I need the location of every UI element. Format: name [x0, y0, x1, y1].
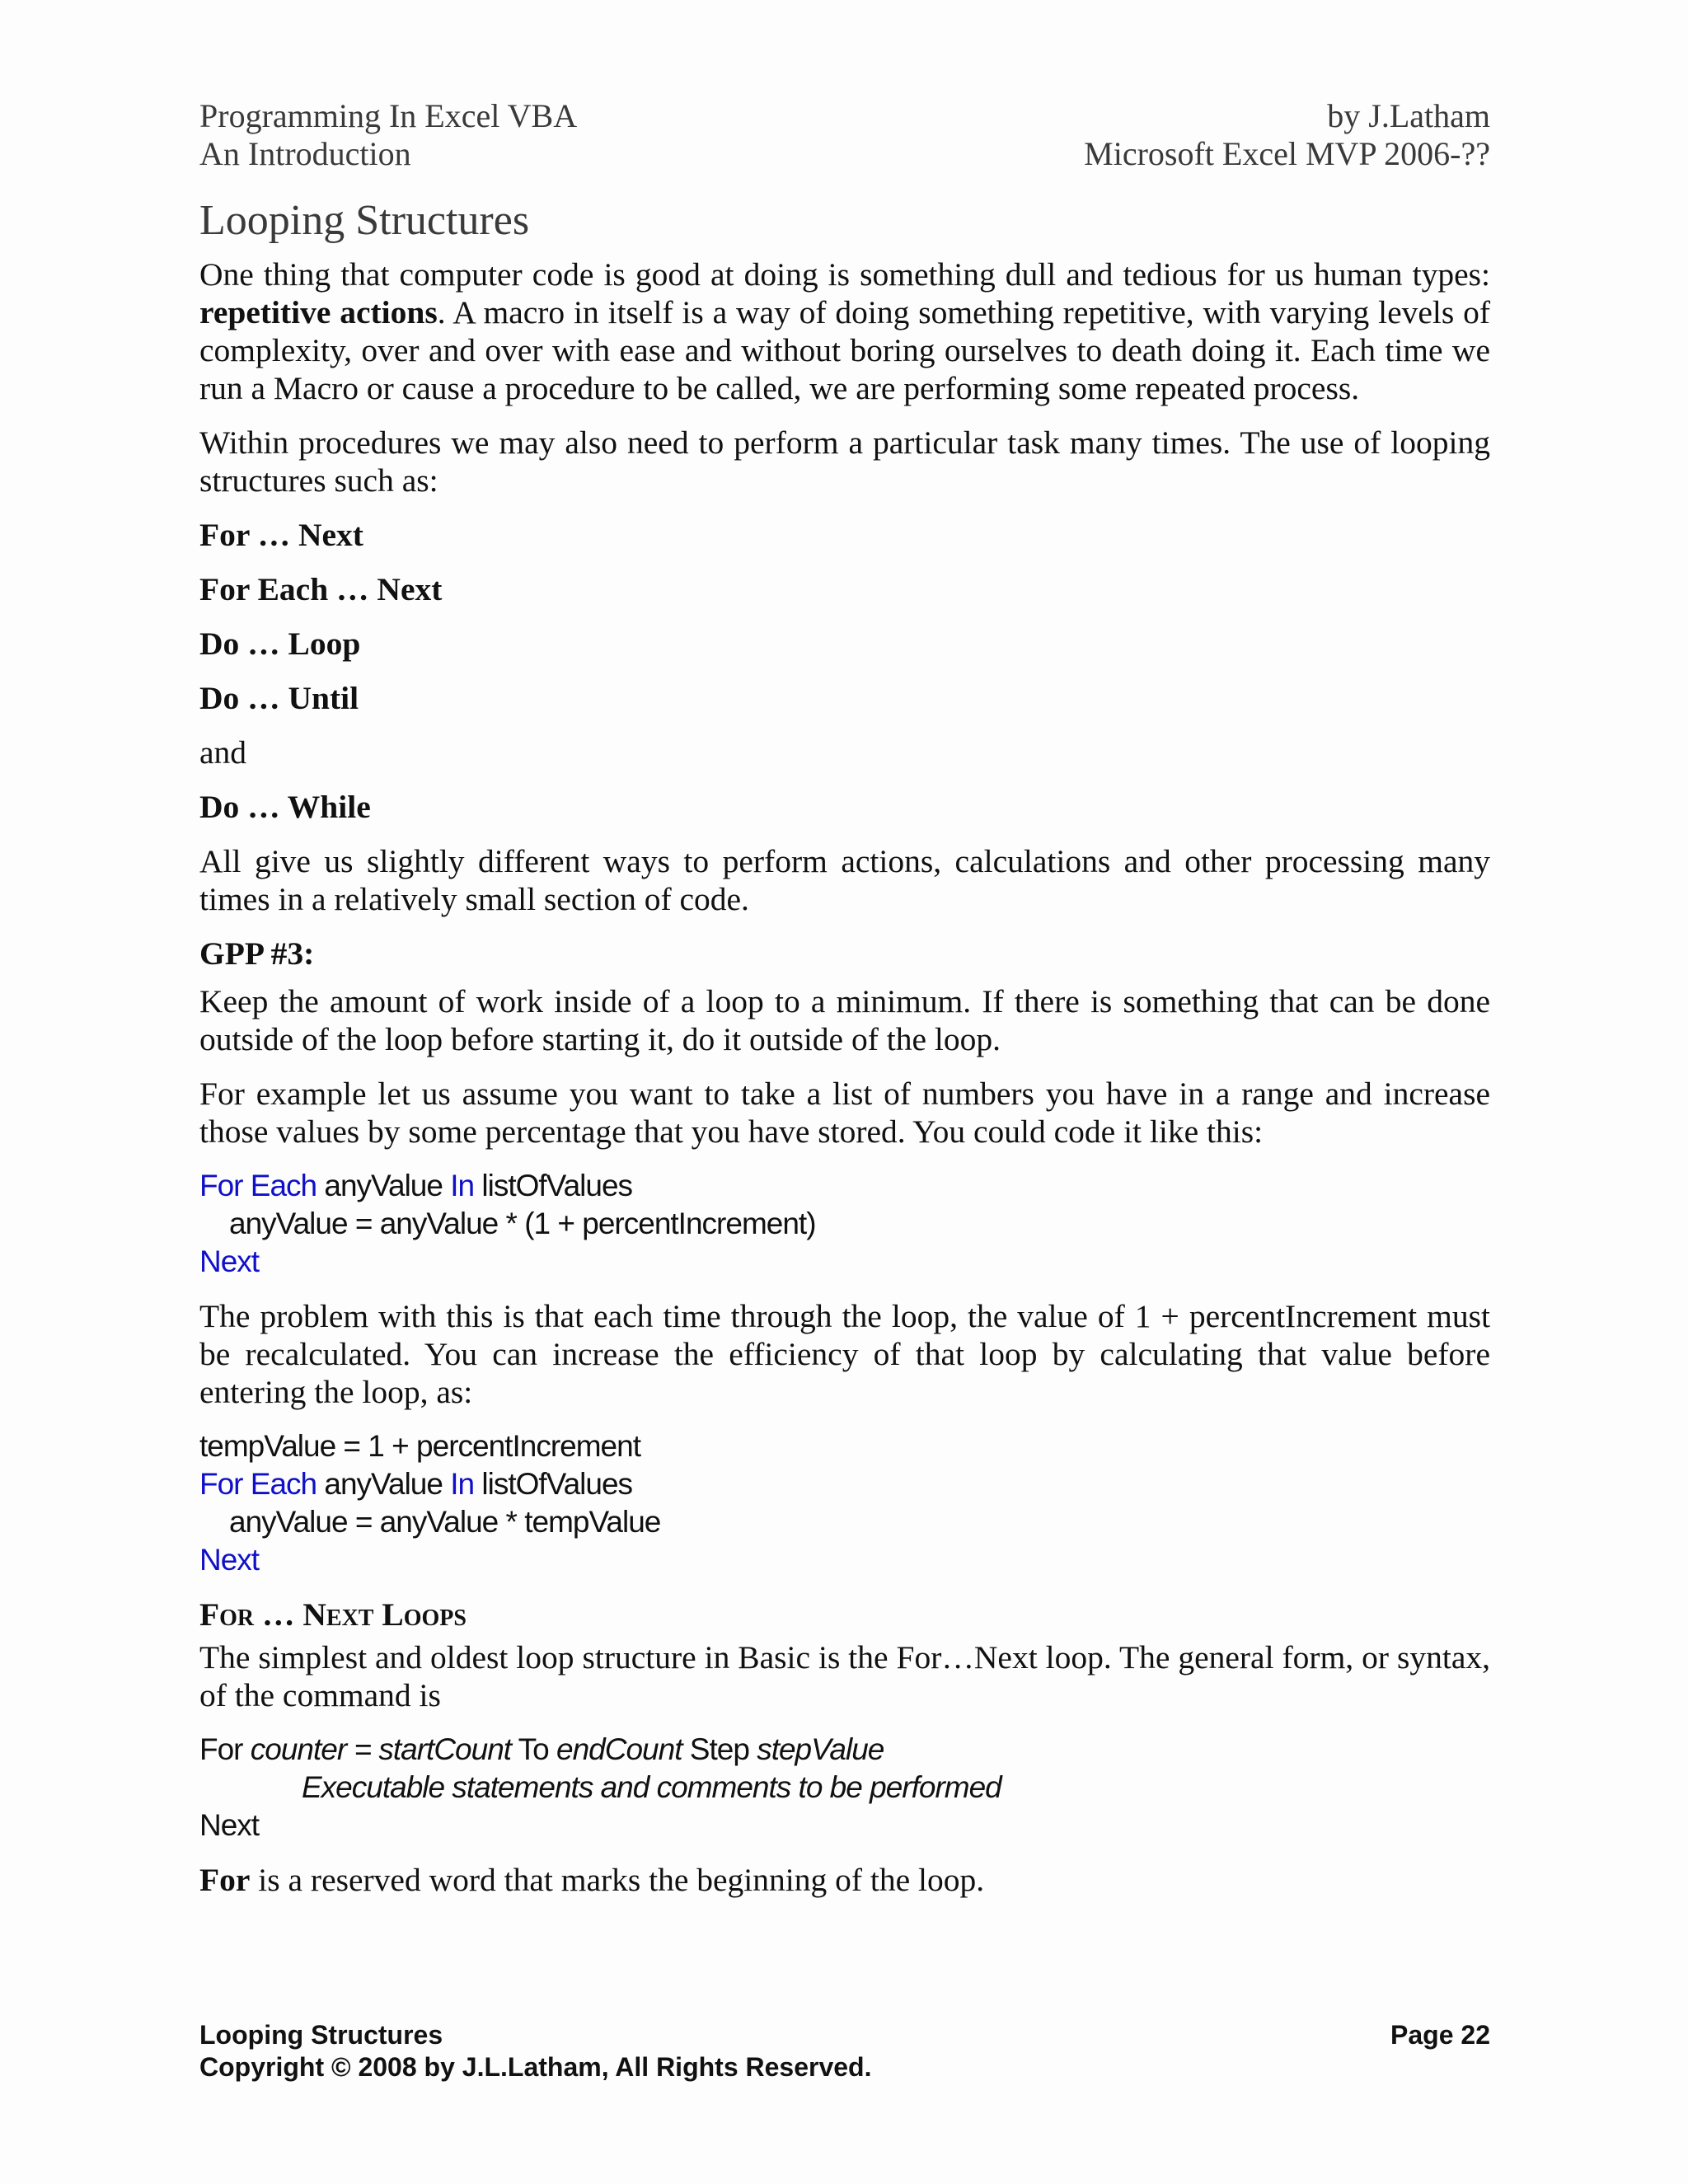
page-title: Looping Structures [199, 197, 530, 244]
footer-page-number: Page 22 [1390, 2020, 1490, 2050]
looping-intro-paragraph: Within procedures we may also need to perform a particular task many times. The use of looping structures such as: [199, 424, 1490, 499]
page-body [199, 255, 1490, 1915]
header-book-title: Programming In Excel VBA [199, 97, 578, 134]
loop-do-until: Do … Until [199, 680, 359, 716]
summary-paragraph: All give us slightly different ways to perform actions, calculations and other processing many times in a relatively small section of code. [199, 843, 1490, 917]
gpp-heading: GPP #3: [199, 935, 315, 972]
gpp-paragraph: Keep the amount of work inside of a loop to a minimum. If there is something that can be done outside of the loop before starting it, do it outside of the loop. [199, 983, 1490, 1057]
footer-copyright: Copyright © 2008 by J.L.Latham, All Rights Reserved. [199, 2052, 872, 2082]
header-credential: Microsoft Excel MVP 2006-?? [1084, 135, 1490, 172]
loop-for-each: For Each … Next [199, 571, 443, 607]
problem-paragraph: The problem with this is that each time through the loop, the value of 1 + percentIncrement must be recalculated. You can increase the efficiency of that loop by calculating that value before entering the loop, as: [199, 1298, 1490, 1410]
section-heading: For … Next Loops [199, 1596, 467, 1633]
code-block-2: tempValue = 1 + percentIncrement For Each anyValue In listOfValues anyValue = anyValue * tempValue Next [199, 1429, 661, 1577]
example-paragraph: For example let us assume you want to take a list of numbers you have in a range and increase those values by some percentage that you have stored. You could code it like this: [199, 1076, 1490, 1150]
loop-do-while: Do … While [199, 789, 371, 825]
emphasis-repetitive: repetitive actions [199, 294, 438, 330]
footer-chapter: Looping Structures [199, 2020, 443, 2050]
intro-paragraph: One thing that computer code is good at doing is something dull and tedious for us human types: repetitive actions. A macro in itself is a way of doing something repetitive, with varying levels of complexity, over and over with ease and without boring ourselves to death doing it. Each time we run a Macro or cause a procedure to be called, we are performing some repeated process. [199, 256, 1491, 406]
code-block-1: For Each anyValue In listOfValues anyValue = anyValue * (1 + percentIncrement) Next [199, 1169, 816, 1278]
reserved-word-paragraph: For is a reserved word that marks the beginning of the loop. [199, 1862, 985, 1898]
loop-do-loop: Do … Loop [199, 626, 361, 662]
and-text: and [199, 734, 247, 771]
section-paragraph: The simplest and oldest loop structure in Basic is the For…Next loop. The general form, or syntax, of the command is [199, 1639, 1490, 1713]
header-author: by J.Latham [1327, 97, 1490, 134]
header-subtitle: An Introduction [199, 135, 411, 172]
page-header [199, 97, 1490, 173]
syntax-block: For counter = startCount To endCount Step stepValue Executable statements and comments to be performed Next [199, 1732, 1001, 1842]
loop-for-next: For … Next [199, 517, 363, 553]
page-footer [199, 2019, 1490, 2083]
